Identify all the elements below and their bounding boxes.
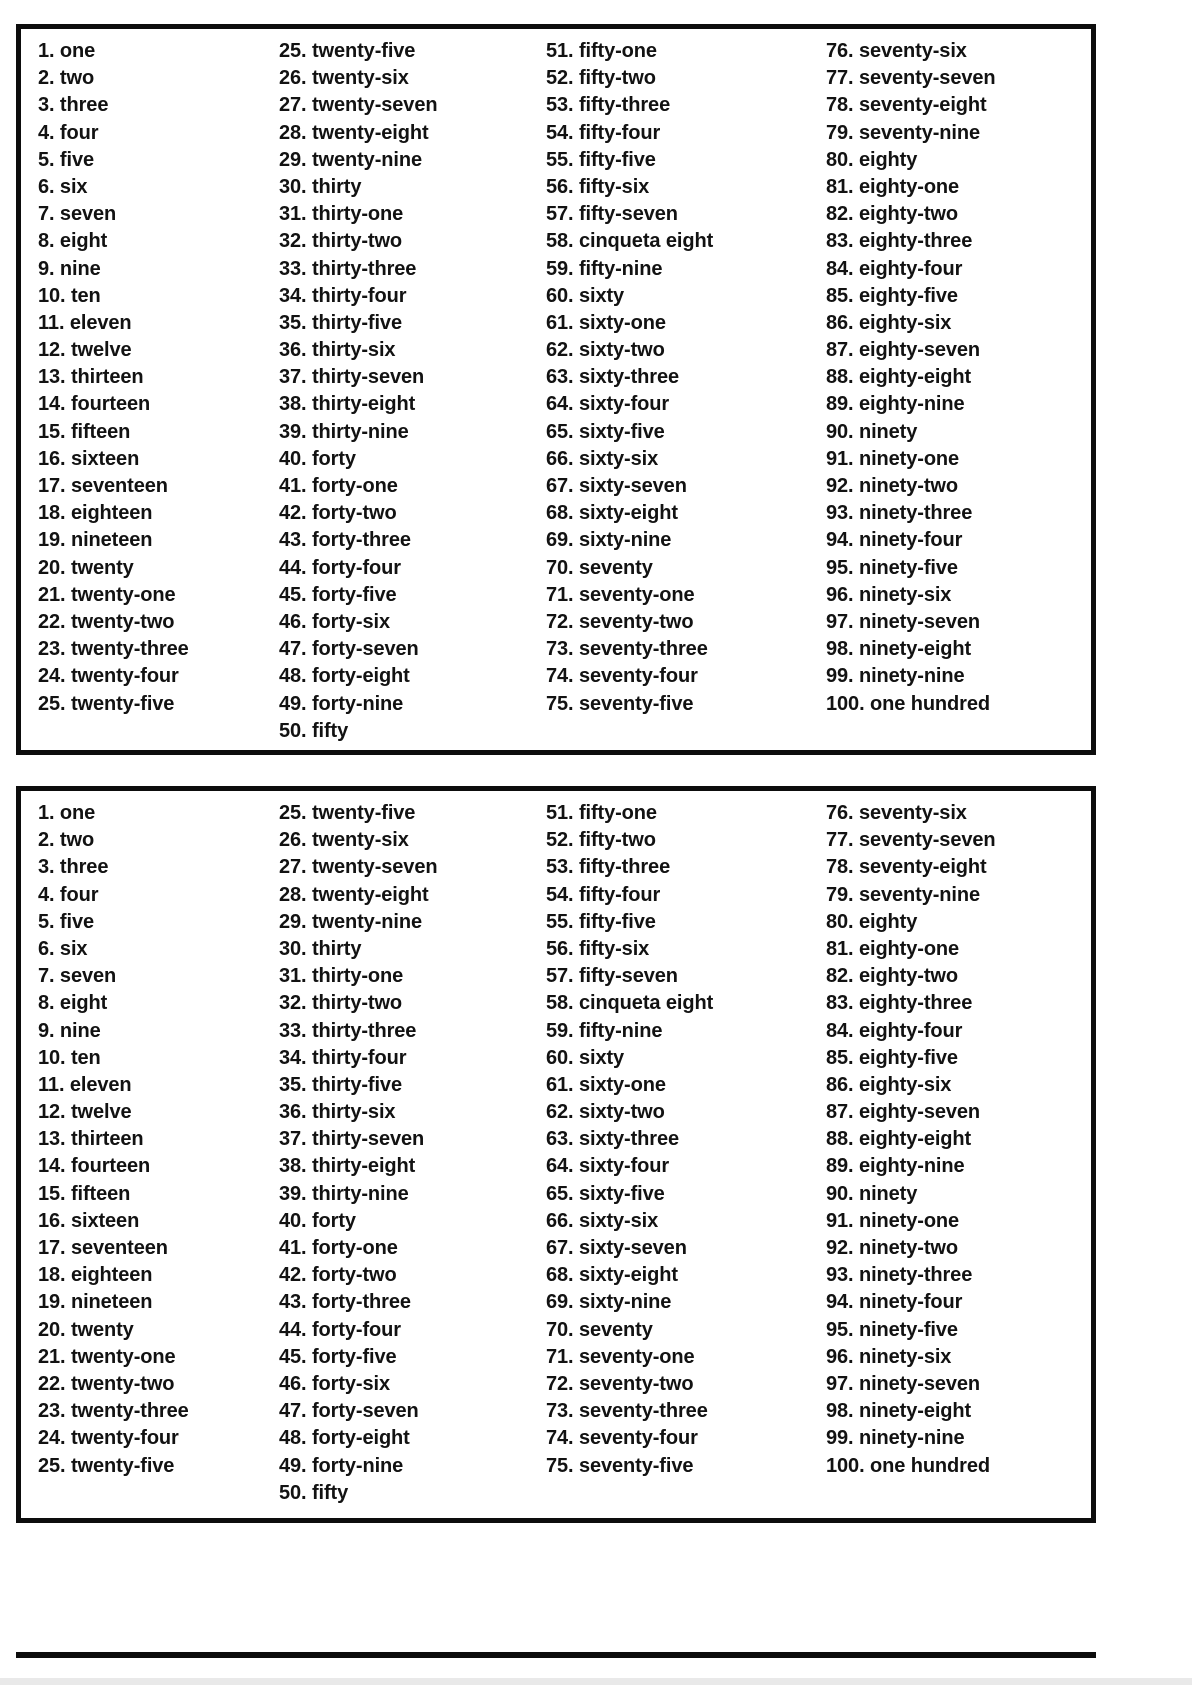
list-item: 84. eighty-four: [826, 257, 963, 280]
list-item: 65. sixty-five: [546, 420, 665, 443]
list-item: 19. nineteen: [38, 1291, 153, 1314]
list-item: 54. fifty-four: [546, 883, 661, 906]
list-item: 28. twenty-eight: [279, 121, 429, 144]
list-item: 2. two: [38, 829, 95, 852]
list-item: 16. sixteen: [38, 447, 140, 470]
list-item: 85. eighty-five: [826, 1046, 958, 1069]
list-item: 18. eighteen: [38, 502, 153, 525]
list-item: 47. forty-seven: [279, 1400, 419, 1423]
list-item: 6. six: [38, 175, 88, 198]
list-item: 35. thirty-five: [279, 1073, 402, 1096]
list-item: 95. ninety-five: [826, 556, 958, 579]
list-item: 71. seventy-one: [546, 583, 695, 606]
list-item: 9. nine: [38, 1019, 101, 1042]
list-item: 68. sixty-eight: [546, 1264, 678, 1287]
list-item: 92. ninety-two: [826, 1237, 958, 1259]
list-item: 94. ninety-four: [826, 529, 963, 552]
list-item: 39. thirty-nine: [279, 420, 409, 443]
list-item: 34. thirty-four: [279, 1046, 407, 1069]
list-item: 37. thirty-seven: [279, 1128, 425, 1151]
third-panel-top-border: [16, 1652, 1096, 1658]
list-item: 34. thirty-four: [279, 284, 407, 307]
list-item: 66. sixty-six: [546, 1209, 659, 1232]
list-item: 57. fifty-seven: [546, 965, 678, 988]
list-item: 77. seventy-seven: [826, 829, 996, 852]
list-item: 38. thirty-eight: [279, 393, 416, 416]
list-item: 65. sixty-five: [546, 1182, 665, 1205]
list-item: 6. six: [38, 937, 88, 960]
list-item: 38. thirty-eight: [279, 1155, 416, 1178]
list-item: 2. two: [38, 67, 95, 90]
list-item: 88. eighty-eight: [826, 1128, 972, 1151]
list-item: 44. forty-four: [279, 556, 401, 579]
list-item: 48. forty-eight: [279, 665, 410, 688]
list-item: 20. twenty: [38, 1318, 134, 1341]
list-item: 81. eighty-one: [826, 175, 960, 198]
list-item: 24. twenty-four: [38, 665, 179, 688]
list-item: 97. ninety-seven: [826, 1372, 981, 1395]
list-item: 67. sixty-seven: [546, 475, 687, 497]
list-item: 63. sixty-three: [546, 1128, 680, 1151]
list-item: 99. ninety-nine: [826, 1427, 965, 1450]
list-item: 76. seventy-six: [826, 802, 967, 824]
list-item: 90. ninety: [826, 420, 918, 443]
list-item: 79. seventy-nine: [826, 121, 981, 144]
list-item: 25. twenty-five: [279, 802, 416, 824]
list-item: 79. seventy-nine: [826, 883, 981, 906]
list-item: 3. three: [38, 94, 109, 117]
list-item: 80. eighty: [826, 148, 918, 171]
list-item: 94. ninety-four: [826, 1291, 963, 1314]
list-item: 22. twenty-two: [38, 610, 175, 633]
list-item: 23. twenty-three: [38, 638, 189, 661]
list-item: 83. eighty-three: [826, 230, 973, 253]
list-item: 50. fifty: [279, 719, 349, 742]
list-item: 28. twenty-eight: [279, 883, 429, 906]
list-item: 40. forty: [279, 1209, 356, 1232]
list-item: 30. thirty: [279, 175, 362, 198]
list-item: 76. seventy-six: [826, 40, 967, 62]
list-item: 97. ninety-seven: [826, 610, 981, 633]
list-item: 88. eighty-eight: [826, 366, 972, 389]
list-item: 82. eighty-two: [826, 203, 958, 226]
list-item: 55. fifty-five: [546, 910, 656, 933]
list-item: 100. one hundred: [826, 1454, 990, 1477]
list-item: 3. three: [38, 856, 109, 879]
list-item: 70. seventy: [546, 556, 653, 579]
list-item: 13. thirteen: [38, 366, 144, 389]
list-item: 87. eighty-seven: [826, 339, 981, 362]
list-item: 14. fourteen: [38, 393, 151, 416]
list-item: 36. thirty-six: [279, 339, 396, 362]
list-item: 12. twelve: [38, 339, 132, 362]
list-item: 95. ninety-five: [826, 1318, 958, 1341]
list-item: 60. sixty: [546, 1046, 625, 1069]
list-item: 25. twenty-five: [38, 692, 175, 715]
list-item: 64. sixty-four: [546, 1155, 670, 1178]
list-item: 93. ninety-three: [826, 1264, 973, 1287]
list-item: 87. eighty-seven: [826, 1101, 981, 1124]
list-item: 63. sixty-three: [546, 366, 680, 389]
list-item: 98. ninety-eight: [826, 638, 972, 661]
list-item: 61. sixty-one: [546, 1073, 666, 1096]
list-item: 51. fifty-one: [546, 40, 657, 62]
numbers-panel-bottom: [16, 786, 1096, 1523]
list-item: 22. twenty-two: [38, 1372, 175, 1395]
list-item: 42. forty-two: [279, 1264, 397, 1287]
list-item: 57. fifty-seven: [546, 203, 678, 226]
list-item: 16. sixteen: [38, 1209, 140, 1232]
list-item: 23. twenty-three: [38, 1400, 189, 1423]
list-item: 68. sixty-eight: [546, 502, 678, 525]
list-item: 37. thirty-seven: [279, 366, 425, 389]
list-item: 26. twenty-six: [279, 829, 409, 852]
list-item: 31. thirty-one: [279, 203, 404, 226]
list-item: 9. nine: [38, 257, 101, 280]
numbers-column-76-100: [826, 800, 1091, 1480]
list-item: 53. fifty-three: [546, 94, 671, 117]
list-item: 45. forty-five: [279, 1345, 397, 1368]
list-item: 11. eleven: [38, 311, 132, 334]
list-item: 74. seventy-four: [546, 665, 698, 688]
list-item: 30. thirty: [279, 937, 362, 960]
list-item: 27. twenty-seven: [279, 856, 438, 879]
list-item: 52. fifty-two: [546, 67, 656, 90]
list-item: 86. eighty-six: [826, 1073, 952, 1096]
list-item: 62. sixty-two: [546, 339, 665, 362]
list-item: 72. seventy-two: [546, 610, 694, 633]
list-item: 49. forty-nine: [279, 692, 404, 715]
list-item: 69. sixty-nine: [546, 1291, 672, 1314]
list-item: 35. thirty-five: [279, 311, 402, 334]
numbers-column-51-75: [546, 38, 826, 718]
list-item: 75. seventy-five: [546, 1454, 694, 1477]
list-item: 4. four: [38, 883, 99, 906]
list-item: 59. fifty-nine: [546, 1019, 663, 1042]
list-item: 21. twenty-one: [38, 1345, 176, 1368]
list-item: 41. forty-one: [279, 1237, 398, 1259]
list-item: 52. fifty-two: [546, 829, 656, 852]
list-item: 100. one hundred: [826, 692, 990, 715]
list-item: 73. seventy-three: [546, 638, 708, 661]
list-item: 66. sixty-six: [546, 447, 659, 470]
list-item: 25. twenty-five: [38, 1454, 175, 1477]
list-item: 86. eighty-six: [826, 311, 952, 334]
list-item: 49. forty-nine: [279, 1454, 404, 1477]
list-item: 29. twenty-nine: [279, 910, 422, 933]
list-item: 56. fifty-six: [546, 937, 650, 960]
numbers-column-1-25: [38, 38, 279, 718]
list-item: 25. twenty-five: [279, 40, 416, 62]
list-item: 70. seventy: [546, 1318, 653, 1341]
list-item: 10. ten: [38, 1046, 101, 1069]
list-item: 56. fifty-six: [546, 175, 650, 198]
list-item: 99. ninety-nine: [826, 665, 965, 688]
list-item: 71. seventy-one: [546, 1345, 695, 1368]
list-item: 1. one: [38, 40, 96, 62]
list-item: 96. ninety-six: [826, 583, 952, 606]
list-item: 82. eighty-two: [826, 965, 958, 988]
list-item: 39. thirty-nine: [279, 1182, 409, 1205]
list-item: 55. fifty-five: [546, 148, 656, 171]
list-item: 42. forty-two: [279, 502, 397, 525]
list-item: 62. sixty-two: [546, 1101, 665, 1124]
list-item: 98. ninety-eight: [826, 1400, 972, 1423]
numbers-column-25-50: [279, 38, 546, 745]
list-item: 17. seventeen: [38, 475, 168, 497]
list-item: 4. four: [38, 121, 99, 144]
list-item: 46. forty-six: [279, 1372, 390, 1395]
list-item: 83. eighty-three: [826, 992, 973, 1015]
list-item: 72. seventy-two: [546, 1372, 694, 1395]
list-item: 29. twenty-nine: [279, 148, 422, 171]
list-item: 81. eighty-one: [826, 937, 960, 960]
list-item: 15. fifteen: [38, 1182, 131, 1205]
list-item: 43. forty-three: [279, 529, 411, 552]
list-item: 5. five: [38, 910, 94, 933]
list-item: 20. twenty: [38, 556, 134, 579]
list-item: 7. seven: [38, 203, 117, 226]
list-item: 7. seven: [38, 965, 117, 988]
list-item: 78. seventy-eight: [826, 856, 987, 879]
list-item: 60. sixty: [546, 284, 625, 307]
numbers-column-1-25: [38, 800, 279, 1480]
list-item: 33. thirty-three: [279, 1019, 417, 1042]
list-item: 89. eighty-nine: [826, 393, 965, 416]
list-item: 92. ninety-two: [826, 475, 958, 497]
list-item: 74. seventy-four: [546, 1427, 698, 1450]
list-item: 85. eighty-five: [826, 284, 958, 307]
page-bottom-scan-edge: [0, 1678, 1192, 1685]
list-item: 47. forty-seven: [279, 638, 419, 661]
list-item: 14. fourteen: [38, 1155, 151, 1178]
list-item: 78. seventy-eight: [826, 94, 987, 117]
list-item: 32. thirty-two: [279, 992, 403, 1015]
list-item: 8. eight: [38, 992, 108, 1015]
numbers-column-51-75: [546, 800, 826, 1480]
list-item: 11. eleven: [38, 1073, 132, 1096]
list-item: 19. nineteen: [38, 529, 153, 552]
list-item: 61. sixty-one: [546, 311, 666, 334]
numbers-column-25-50: [279, 800, 546, 1507]
list-item: 15. fifteen: [38, 420, 131, 443]
list-item: 13. thirteen: [38, 1128, 144, 1151]
list-item: 36. thirty-six: [279, 1101, 396, 1124]
list-item: 46. forty-six: [279, 610, 390, 633]
list-item: 33. thirty-three: [279, 257, 417, 280]
list-item: 51. fifty-one: [546, 802, 657, 824]
list-item: 84. eighty-four: [826, 1019, 963, 1042]
list-item: 58. cinqueta eight: [546, 230, 714, 253]
list-item: 32. thirty-two: [279, 230, 403, 253]
list-item: 53. fifty-three: [546, 856, 671, 879]
list-item: 77. seventy-seven: [826, 67, 996, 90]
list-item: 45. forty-five: [279, 583, 397, 606]
numbers-column-76-100: [826, 38, 1091, 718]
list-item: 44. forty-four: [279, 1318, 401, 1341]
list-item: 89. eighty-nine: [826, 1155, 965, 1178]
list-item: 12. twelve: [38, 1101, 132, 1124]
list-item: 75. seventy-five: [546, 692, 694, 715]
list-item: 18. eighteen: [38, 1264, 153, 1287]
list-item: 91. ninety-one: [826, 1209, 960, 1232]
list-item: 64. sixty-four: [546, 393, 670, 416]
list-item: 96. ninety-six: [826, 1345, 952, 1368]
list-item: 10. ten: [38, 284, 101, 307]
list-item: 21. twenty-one: [38, 583, 176, 606]
list-item: 31. thirty-one: [279, 965, 404, 988]
numbers-panel-top: [16, 24, 1096, 755]
list-item: 8. eight: [38, 230, 108, 253]
list-item: 17. seventeen: [38, 1237, 168, 1259]
list-item: 1. one: [38, 802, 96, 824]
list-item: 26. twenty-six: [279, 67, 409, 90]
list-item: 93. ninety-three: [826, 502, 973, 525]
list-item: 67. sixty-seven: [546, 1237, 687, 1259]
list-item: 80. eighty: [826, 910, 918, 933]
list-item: 43. forty-three: [279, 1291, 411, 1314]
list-item: 91. ninety-one: [826, 447, 960, 470]
list-item: 5. five: [38, 148, 94, 171]
list-item: 50. fifty: [279, 1481, 349, 1504]
list-item: 40. forty: [279, 447, 356, 470]
list-item: 90. ninety: [826, 1182, 918, 1205]
list-item: 41. forty-one: [279, 475, 398, 497]
list-item: 73. seventy-three: [546, 1400, 708, 1423]
list-item: 48. forty-eight: [279, 1427, 410, 1450]
list-item: 54. fifty-four: [546, 121, 661, 144]
list-item: 58. cinqueta eight: [546, 992, 714, 1015]
list-item: 69. sixty-nine: [546, 529, 672, 552]
list-item: 24. twenty-four: [38, 1427, 179, 1450]
list-item: 59. fifty-nine: [546, 257, 663, 280]
list-item: 27. twenty-seven: [279, 94, 438, 117]
